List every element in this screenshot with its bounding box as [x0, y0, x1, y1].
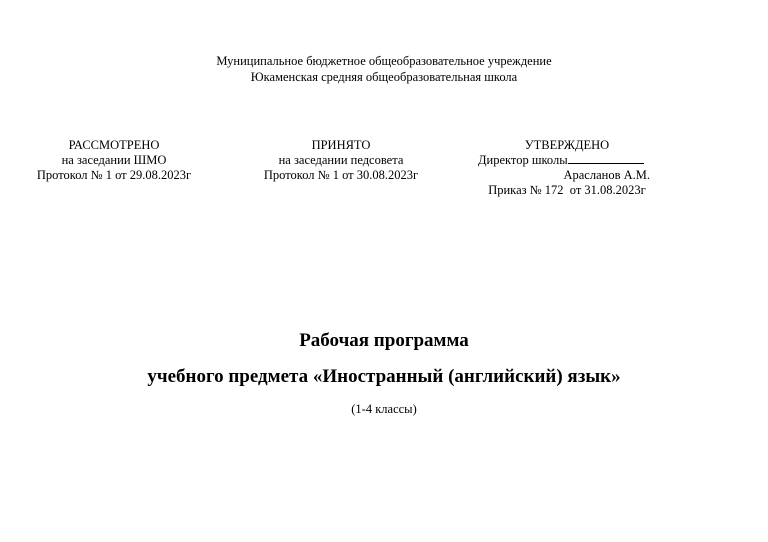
organization-type: Муниципальное бюджетное общеобразовательное учреждение — [216, 54, 552, 68]
director-signature-line — [478, 153, 656, 168]
subject-title: учебного предмета «Иностранный (английский) язык» — [147, 366, 621, 387]
accepted-meeting: на заседании педсовета — [278, 153, 404, 167]
approval-reviewed-block — [20, 138, 208, 183]
accepted-protocol: Протокол № 1 от 30.08.2023г — [263, 168, 419, 182]
approved-heading: УТВЕРЖДЕНО — [524, 138, 610, 152]
approval-order: Приказ № 172 от 31.08.2023г — [488, 183, 646, 197]
director-label: Директор школы — [478, 153, 568, 167]
approval-accepted-block — [254, 138, 428, 183]
grades-range: (1-4 классы) — [351, 402, 417, 416]
approval-approved-block — [478, 138, 656, 198]
signature-blank — [568, 153, 644, 164]
reviewed-meeting: на заседании ШМО — [61, 153, 167, 167]
director-name: Арасланов А.М. — [563, 168, 650, 182]
organization-header — [0, 53, 768, 85]
reviewed-protocol: Протокол № 1 от 29.08.2023г — [36, 168, 192, 182]
reviewed-heading: РАССМОТРЕНО — [68, 138, 160, 152]
accepted-heading: ПРИНЯТО — [311, 138, 371, 152]
document-title: Рабочая программа — [299, 330, 469, 351]
school-name: Юкаменская средняя общеобразовательная школа — [250, 70, 518, 84]
